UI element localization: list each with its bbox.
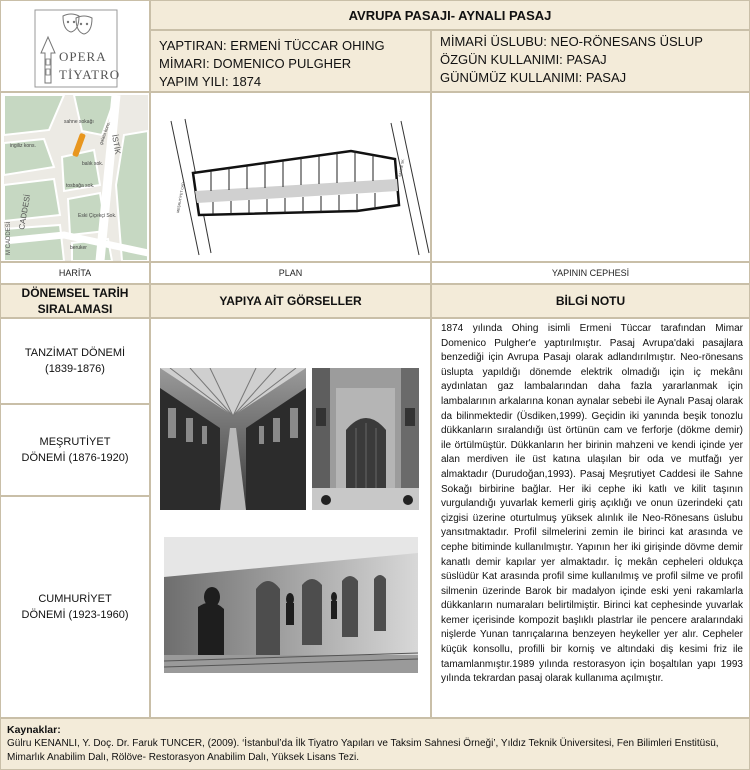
location-map bbox=[4, 95, 148, 261]
period-mesrutiyet-text: MEŞRUTİYET DÖNEMİ (1876-1920) bbox=[21, 436, 129, 464]
images-header-text: YAPIYA AİT GÖRSELLER bbox=[219, 294, 362, 308]
caption-plan: PLAN bbox=[150, 262, 431, 284]
timeline-header-text: DÖNEMSEL TARİH SIRALAMASI bbox=[21, 286, 129, 316]
map-label-kons2: galata kons. bbox=[98, 120, 112, 146]
sources-label: Kaynaklar: bbox=[7, 724, 61, 736]
logo-box bbox=[0, 0, 150, 92]
map-label-sokak5: balık sok. bbox=[82, 161, 104, 167]
map-street-istiklal: İSTİK bbox=[110, 133, 123, 156]
map-label-sokak1: sahne sokağı bbox=[64, 119, 94, 125]
period-tanzimat bbox=[0, 318, 150, 404]
info-right bbox=[431, 30, 750, 92]
photo-interior-facade bbox=[164, 537, 418, 673]
note-header bbox=[431, 284, 750, 318]
map-label-kons1: ingiliz kons. bbox=[10, 143, 36, 149]
page-title-text: AVRUPA PASAJI- AYNALI PASAJ bbox=[348, 7, 552, 23]
info-style: MİMARİ ÜSLUBU: NEO-RÖNESANS ÜSLUP bbox=[440, 34, 703, 49]
floor-plan bbox=[151, 93, 432, 263]
map-label-sokak3: tosbağa sok. bbox=[66, 183, 95, 189]
note-header-text: BİLGİ NOTU bbox=[555, 294, 626, 308]
page-title bbox=[150, 0, 750, 30]
map-panel bbox=[0, 92, 150, 262]
period-cumhuriyet bbox=[0, 496, 150, 718]
info-note-text: 1874 yılında Ohing isimli Ermeni Tüccar tarafından Mimar Domenico Pulgher'e yaptırılmıştır. Pasaj Avrupa'daki pasajlara benzediği için Avrupa Pasajı olarak adlandırılmıştır. Neo-rönesans üslupta yapıldığı dönemde elektrik olmadığı için iç mekânı aydınlatan gaz lambalarından daha fazla yararlanmak için lambalarının arkalarına konan aynalar sebebi ile Aynalı Pasaj olarak da bilinmektedir (Üsdiken,1999). Geçidin iki yanında beşik tonozlu dükkanların sıralandığı üst örtünün cam ve ferforje (dökme demir) ile örtülmüştür. Dükkanların her birinin mahzeni ve kendi içinde yer alan merdiven ile üst katına ulaşılan bir oda ve mutfağı yer almaktadır (Durudoğan,1993). Pasaj Meşrutiyet Caddesi ile Sahne Sokağı birbirine bağlar. Her iki cephe iki katlı ve kilit taşının vurgulandığı yuvarlak kemerli giriş açıklığı ve onun üzerindeki çatı çizgisi üzerine oturtulmuş yüksek alınlık ile Neo-Rönesans üslubu yansıtmaktadır. Profil silmelerini zemin ile birinci kat arasında ve cephe bitiminde kullanılmıştır. Yapının her iki girişinde dövme demir kanatlı demir kapılar yer almaktadır. İç mekân cepheleri oldukça süslüdür Kat arasında profil sime kullanılmış ve profil silme ve profil silmenin üzerinde Barok bir madalyon içinde eski yeni rakamlarla dükkanların numaraları belirtilmiştir. Birinci kat cephesinde yuvarlak kemer içerisinde kompozit başlıklı plastrlar ile pencere aralarındaki nişlerde Yunan tanrıçalarına benzeyen heykeller yer alır. Cepheler küçük konsollu, profilli bir korniş ve altındaki diş kesimi friz ile tamamlanmıştır.1989 yılında restorasyon için boşaltılan yapı 1993 yılında tekrardan pasaj olarak kullanıma açılmıştır. bbox=[441, 323, 743, 685]
photo-arcade-interior bbox=[160, 368, 306, 510]
info-builder: YAPTIRAN: ERMENİ TÜCCAR OHING bbox=[159, 38, 385, 53]
map-street-corner: M CADDESİ bbox=[6, 221, 12, 255]
logo-text-2: TİYATRO bbox=[59, 67, 121, 82]
caption-facade: YAPININ CEPHESİ bbox=[431, 262, 750, 284]
info-note bbox=[431, 318, 750, 718]
images-header bbox=[150, 284, 431, 318]
info-current-use: GÜNÜMÜZ KULLANIMI: PASAJ bbox=[440, 70, 627, 85]
plan-panel bbox=[150, 92, 431, 262]
facade-panel bbox=[431, 92, 750, 262]
sources-text: Gülru KENANLI, Y. Doç. Dr. Faruk TUNCER, (2009). ‘İstanbul’da İlk Tiyatro Yapıları ve Taksim Sahnesi Örneği’, Yıldız Teknik Üniversitesi, Fen Bilimleri Enstitüsü, Mimarlık Anabilim Dalı, Rölöve- Restorasyon Anabilim Dalı, Yüksek Lisans Tezi. bbox=[7, 738, 719, 763]
logo-text-1: OPERA bbox=[59, 49, 107, 64]
map-street-meşrutiyet: CADDESİ bbox=[17, 193, 33, 231]
map-label-sokak2: Eski Çiçekçi Sok. bbox=[78, 213, 117, 219]
caption-map: HARİTA bbox=[0, 262, 150, 284]
info-year: YAPIM YILI: 1874 bbox=[159, 74, 262, 89]
period-cumhuriyet-text: CUMHURİYET DÖNEMİ (1923-1960) bbox=[21, 593, 129, 621]
sources bbox=[0, 718, 750, 770]
info-original-use: ÖZGÜN KULLANIMI: PASAJ bbox=[440, 52, 607, 67]
photo-entrance-facade bbox=[312, 368, 419, 510]
period-mesrutiyet bbox=[0, 404, 150, 496]
period-tanzimat-text: TANZİMAT DÖNEMİ (1839-1876) bbox=[24, 347, 126, 375]
plan-street-right: SAHNE SK. bbox=[398, 158, 406, 178]
plan-street-left: MEŞRUTİYET CAD. bbox=[176, 181, 186, 214]
info-architect: MİMARI: DOMENICO PULGHER bbox=[159, 56, 352, 71]
map-label-sokak4: beruker bbox=[70, 245, 87, 251]
info-left bbox=[150, 30, 431, 92]
timeline-header bbox=[0, 284, 150, 318]
